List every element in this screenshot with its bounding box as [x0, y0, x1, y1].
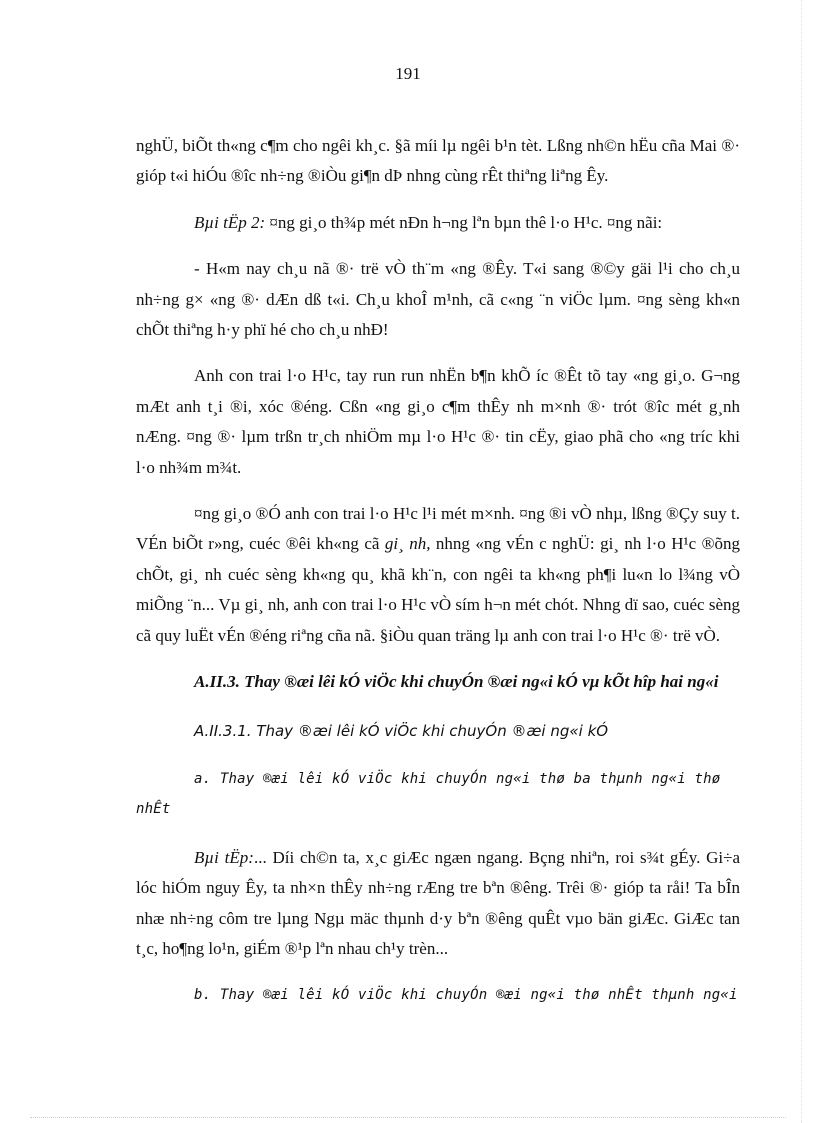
subsection-heading-1: A.II.3.1. Thay ®æi lêi kÓ viÖc khi chuyÓn ®æi ng«i kÓ [194, 721, 609, 740]
paragraph-5 [136, 499, 740, 651]
paragraph-5-part-a: ¤ng gi¸o ®Ó anh con trai l·o H¹c l¹i mét m×nh. ¤ng ®i vÒ nhµ, lßng ®Çy suy t. VÉn biÕt r»ng, cuéc ®êi kh«ng cã [136, 504, 740, 554]
subsection-heading-a: a. Thay ®æi lêi kÓ viÖc khi chuyÓn ng«i thø ba thµnh ng«i thø nhÊt [136, 770, 721, 818]
paragraph-4: Anh con trai l·o H¹c, tay run run nhËn b¶n khÕ íc ®Êt tõ tay «ng gi¸o. G¬ng mÆt anh t¸i ®i, xóc ®éng. Cßn «ng gi¸o c¶m thÊy nh m×nh ®· trót ®îc mét g¸nh nÆng. ¤ng ®· lµm trßn tr¸ch nhiÖm mµ l·o H¹c ®· tin cËy, giao phã cho «ng tríc khi l·o nh¾m m¾t. [136, 366, 740, 477]
exercise-label: Bµi tËp: [194, 847, 254, 867]
page-number: 191 [395, 64, 421, 83]
paragraph-dialogue: - H«m nay ch¸u nã ®· trë vÒ th¨m «ng ®Êy. T«i sang ®©y gäi l¹i cho ch¸u nh÷ng g× «ng ®· dÆn dß t«i. Ch¸u khoÎ m¹nh, cã c«ng ¨n viÖc lµm. ¤ng sèng kh«n chÕt thiªng h·y phï hé cho ch¸u nhÐ! [136, 259, 740, 340]
exercise-2-label: Bµi tËp 2: [194, 212, 266, 232]
exercise-text: ... Díi ch©n ta, x¸c giÆc ngæn ngang. Bçng nhiªn, roi s¾t gÉy. Gi÷a lóc hiÓm nguy Êy, ta nh×n thÊy nh÷ng rÆng tre bªn ®êng. Trêi ®· gióp ta råi! Ta bÎn nhæ nh÷ng côm tre lµng Ngµ mäc thµnh d·y bªn ®êng quÊt vµo bän giÆc. GiÆc tan t¸c, ho¶ng lo¹n, giÉm ®¹p lªn nhau ch¹y trèn... [136, 847, 740, 958]
paragraph-5-italic: gi¸ nh, [384, 534, 431, 554]
section-heading: A.II.3. Thay ®æi lêi kÓ viÖc khi chuyÓn ®æi ng«i kÓ vµ kÕt hîp hai ng«i [194, 672, 719, 692]
footer-rule [30, 1117, 786, 1118]
subsection-heading-b: b. Thay ®æi lêi kÓ viÖc khi chuyÓn ®æi ng«i thø nhÊt thµnh ng«i [194, 987, 738, 1004]
paragraph-exercise [136, 843, 740, 965]
paragraph-1: nghÜ, biÕt th«ng c¶m cho ngêi kh¸c. §ã míi lµ ngêi b¹n tèt. Lßng nh©n hËu cña Mai ®· gióp t«i hiÓu ®îc nh÷ng ®iÒu gi¶n dÞ nhng cùng rÊt thiªng liªng Êy. [136, 136, 740, 186]
page-edge-rule [801, 0, 802, 1123]
page-content [136, 131, 740, 1029]
exercise-2-text: ¤ng gi¸o th¾p mét nÐn h¬ng lªn bµn thê l·o H¹c. ¤ng nãi: [265, 212, 663, 232]
paragraph-5-part-b: nhng «ng vÉn c nghÜ: gi¸ nh l·o H¹c ®õng chÕt, gi¸ nh cuéc sèng kh«ng qu¸ khã kh¨n, con ngêi ta kh«ng ph¶i lu«n lo l¾ng vÒ miÕng ¨n... Vµ gi¸ nh, anh con trai l·o H¹c vÒ sím h¬n mét chót. Nhng dï sao, cuéc sèng cã quy luËt vÉn ®éng riªng cña nã. §iÒu quan träng lµ anh con trai l·o H¹c ®· trë vÒ. [136, 534, 740, 645]
paragraph-exercise-2 [136, 208, 740, 238]
